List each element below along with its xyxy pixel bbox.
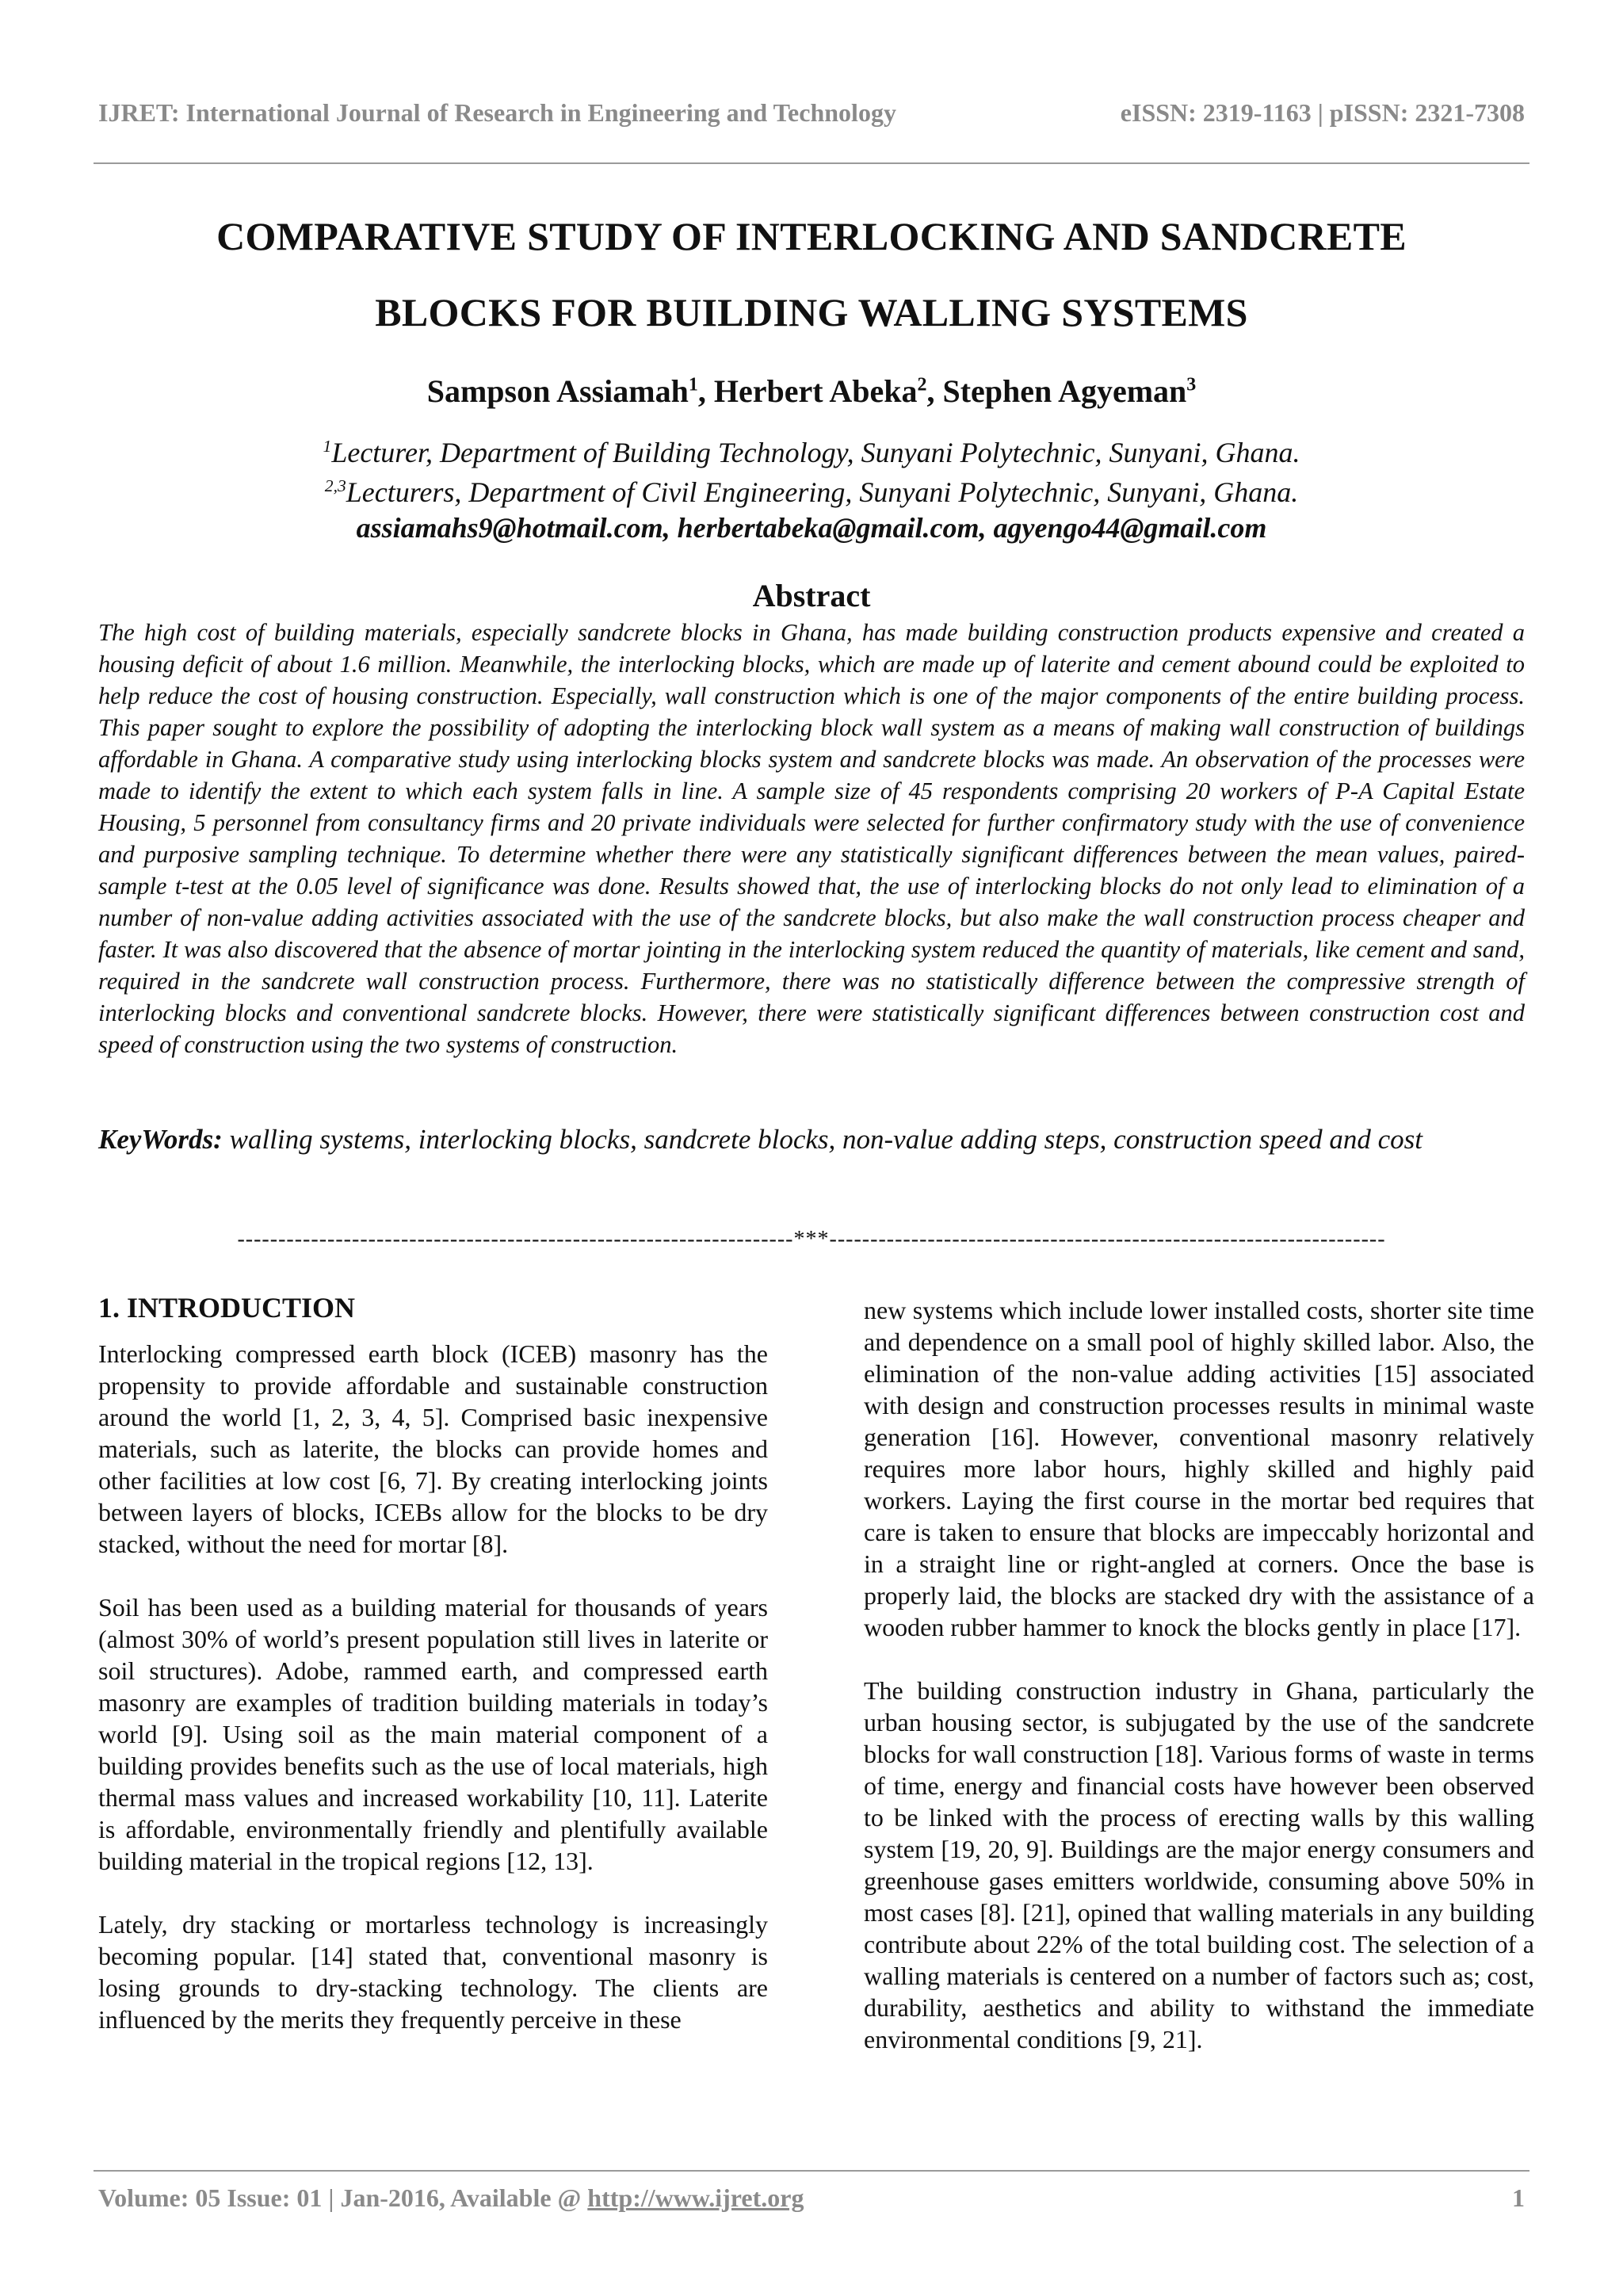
paragraph: Soil has been used as a building material for thousands of years (almost 30% of world’s present population still lives in laterite or soil structures). Adobe, rammed earth, and compressed earth masonry are examples of tradition building materials in today’s world [9]. Using soil as the main material component of a building provides benefits such as the use of local materials, high thermal mass values and increased workability [10, 11]. Laterite is affordable, environmentally friendly and plentifully available building material in the tropical regions [12, 13]. xyxy=(98,1593,768,1875)
author-sep: , xyxy=(926,373,943,409)
author-list xyxy=(98,372,1525,410)
right-column xyxy=(864,1294,1534,2087)
paragraph: new systems which include lower installed costs, shorter site time and dependence on a small pool of highly skilled labor. Also, the elimination of the non-value adding activities [15] associated with design and construction processes results in minimal waste generation [16]. However, conventional masonry relatively requires more labor hours, highly skilled and highly paid workers. Laying the first course in the mortar bed requires that care is taken to ensure that blocks are impeccably horizontal and in a straight line or right-angled at corners. Once the base is properly laid, the blocks are stacked dry with the assistance of a wooden rubber hammer to knock the blocks gently in place [17]. xyxy=(864,1296,1534,1641)
left-column xyxy=(98,1292,768,2067)
section-heading: 1. INTRODUCTION xyxy=(98,1292,356,1324)
abstract-text: The high cost of building materials, especially sandcrete blocks in Ghana, has made building construction products expensive and created a housing deficit of about 1.6 million. Meanwhile, the interlocking blocks, which are made up of laterite and cement abound could be exploited to help reduce the cost of housing construction. Especially, wall construction which is one of the major components of the entire building process. This paper sought to explore the possibility of adopting the interlocking block wall system as a means of making wall construction of buildings affordable in Ghana. A comparative study using interlocking blocks system and sandcrete blocks was made. An observation of the processes were made to identify the extent to which each system falls in line. A sample size of 45 respondents comprising 20 workers of P-A Capital Estate Housing, 5 personnel from consultancy firms and 20 private individuals were selected for further confirmatory study with the use of convenience and purposive sampling technique. To determine whether there were any statistically significant differences between the mean values, paired-sample t-test at the 0.05 level of significance was done. Results showed that, the use of interlocking blocks do not only lead to elimination of a number of non-value adding activities associated with the use of the sandcrete blocks, but also make the wall construction process cheaper and faster. It was also discovered that the absence of mortar jointing in the interlocking system reduced the quantity of materials, like cement and sand, required in the sandcrete wall construction process. Furthermore, there was no statistically difference between the compressive strength of interlocking blocks and conventional sandcrete blocks. However, there were statistically significant differences between construction cost and speed of construction using the two systems of construction. xyxy=(98,619,1525,1058)
author-2: Herbert Abeka xyxy=(713,373,918,409)
title-line-2: BLOCKS FOR BUILDING WALLING SYSTEMS xyxy=(375,290,1248,334)
affiliation-2-sup: 2,3 xyxy=(324,476,346,495)
affiliation-1-text: Lecturer, Department of Building Technology, Sunyani Polytechnic, Sunyani, Ghana. xyxy=(331,437,1300,468)
keywords-text: walling systems, interlocking blocks, sandcrete blocks, non-value adding steps, construction speed and cost xyxy=(222,1124,1423,1155)
journal-name: IJRET: International Journal of Research in Engineering and Technology xyxy=(98,98,896,127)
running-footer xyxy=(98,2183,1525,2213)
paragraph: Lately, dry stacking or mortarless technology is increasingly becoming popular. [14] stated that, conventional masonry is losing grounds to dry-stacking technology. The clients are influenced by the merits they frequently perceive in these xyxy=(98,1910,768,2034)
abstract-heading: Abstract xyxy=(752,578,871,613)
paragraph: The building construction industry in Ghana, particularly the urban housing sector, is subjugated by the use of the sandcrete blocks for wall construction [18]. Various forms of waste in terms of time, energy and financial costs have however been observed to be linked with the process of erecting walls by this walling system [19, 20, 9]. Buildings are the major energy consumers and greenhouse gases emitters worldwide, consuming above 50% in most cases [8]. [21], opined that walling materials in any building contribute about 22% of the total building cost. The selection of a walling materials is centered on a number of factors such as; cost, durability, aesthetics and ability to withstand the immediate environmental conditions [9, 21]. xyxy=(864,1676,1534,2053)
volume-text: Volume: 05 Issue: 01 | Jan-2016, Available @ xyxy=(98,2183,588,2212)
issn-info: eISSN: 2319-1163 | pISSN: 2321-7308 xyxy=(1120,98,1525,127)
author-1: Sampson Assiamah xyxy=(426,373,689,409)
author-3-sup: 3 xyxy=(1186,374,1197,395)
author-sep: , xyxy=(697,373,714,409)
footer-divider xyxy=(94,2170,1529,2172)
journal-link[interactable]: http://www.ijret.org xyxy=(587,2183,804,2212)
affiliation-2 xyxy=(98,476,1525,509)
author-3: Stephen Agyeman xyxy=(942,373,1187,409)
keywords-label: KeyWords: xyxy=(98,1124,223,1155)
paragraph: Interlocking compressed earth block (ICEB) masonry has the propensity to provide affordable and sustainable construction around the world [1, 2, 3, 4, 5]. Comprised basic inexpensive materials, such as laterite, the blocks can provide homes and other facilities at low cost [6, 7]. By creating interlocking joints between layers of blocks, ICEBs allow for the blocks to be dry stacked, without the need for mortar [8]. xyxy=(98,1339,768,1558)
affiliation-1-sup: 1 xyxy=(323,437,332,456)
affiliation-1 xyxy=(98,436,1525,469)
section-separator: --------------------------------------------------------------------***-------------------------------------------------------------------- xyxy=(237,1227,1386,1251)
running-header xyxy=(98,98,1525,128)
page-number: 1 xyxy=(1512,2183,1525,2212)
author-1-sup: 1 xyxy=(688,374,698,395)
footer-volume xyxy=(98,2183,804,2213)
header-divider xyxy=(94,162,1529,164)
affiliation-2-text: Lecturers, Department of Civil Engineering, Sunyani Polytechnic, Sunyani, Ghana. xyxy=(346,476,1299,508)
author-emails: assiamahs9@hotmail.com, herbertabeka@gmail.com, agyengo44@gmail.com xyxy=(356,512,1267,544)
author-2-sup: 2 xyxy=(917,374,927,395)
keywords xyxy=(98,1114,1525,1166)
paper-title xyxy=(98,198,1525,350)
title-line-1: COMPARATIVE STUDY OF INTERLOCKING AND SANDCRETE xyxy=(216,214,1407,258)
